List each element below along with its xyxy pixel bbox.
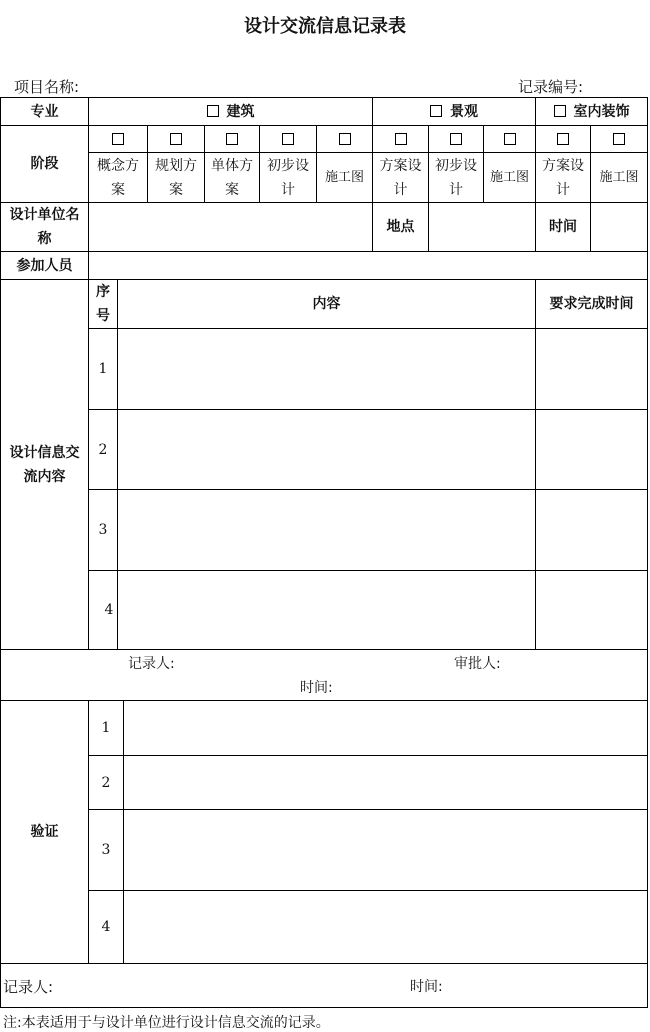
project-name-label: 项目名称:: [14, 78, 80, 96]
stage-checkbox-4[interactable]: [282, 133, 294, 145]
stage-option-label: 初步设计: [267, 157, 309, 198]
participants-label: 参加人员: [16, 257, 73, 274]
content-field[interactable]: [118, 329, 535, 409]
exchange-time-label: 时间:: [300, 680, 333, 696]
stage-checkbox-10[interactable]: [613, 133, 625, 145]
col-header-deadline: 要求完成时间: [549, 296, 634, 312]
exchange-recorder-label: 记录人:: [128, 656, 175, 672]
verify-field[interactable]: [124, 810, 647, 890]
verify-field[interactable]: [124, 891, 647, 963]
stage-checkbox-3[interactable]: [226, 133, 238, 145]
deadline-field[interactable]: [536, 571, 647, 649]
verify-row-number: 1: [101, 720, 111, 736]
stage-checkbox-7[interactable]: [450, 133, 462, 145]
content-field[interactable]: [118, 410, 535, 489]
verify-row-number: 3: [101, 842, 111, 858]
verify-recorder-label: 记录人:: [3, 978, 54, 996]
stage-option-label: 施工图: [324, 169, 364, 185]
stage-checkbox-2[interactable]: [170, 133, 182, 145]
location-label: 地点: [386, 219, 415, 235]
specialty-option-interior[interactable]: 室内装饰: [536, 98, 647, 125]
checkbox-icon[interactable]: [430, 105, 442, 117]
time-label: 时间: [549, 219, 577, 235]
stage-option-label: 概念方案: [97, 157, 139, 198]
stage-option-label: 规划方案: [155, 157, 197, 198]
exchange-section-label: 设计信息交流内容: [9, 444, 80, 485]
row-number: 4: [104, 602, 114, 618]
verify-field[interactable]: [124, 756, 647, 809]
stage-option-label: 单体方案: [211, 157, 253, 198]
stage-option-label: 方案设计: [542, 157, 584, 198]
row-number: 1: [98, 361, 108, 377]
time-field[interactable]: [591, 203, 647, 251]
verify-row-number: 2: [101, 774, 111, 791]
stage-option-label: 施工图: [599, 169, 639, 185]
stage-option-label: 方案设计: [379, 157, 422, 198]
verify-row-number: 4: [101, 919, 111, 935]
checkbox-icon[interactable]: [207, 105, 219, 117]
stage-option-label: 施工图: [489, 169, 529, 185]
verify-time-label: 时间:: [410, 979, 443, 995]
deadline-field[interactable]: [536, 410, 647, 489]
specialty-option-landscape[interactable]: 景观: [373, 98, 535, 125]
stage-option-label: 初步设计: [435, 157, 477, 198]
exchange-approver-label: 审批人:: [454, 656, 501, 672]
stage-checkbox-6[interactable]: [395, 133, 407, 145]
specialty-option-architecture[interactable]: 建筑: [89, 98, 372, 125]
content-field[interactable]: [118, 571, 535, 649]
design-unit-label: 设计单位名称: [9, 207, 80, 247]
footnote: 注:本表适用于与设计单位进行设计信息交流的记录。: [3, 1015, 330, 1031]
stage-checkbox-8[interactable]: [504, 133, 516, 145]
stage-label: 阶段: [30, 156, 59, 172]
deadline-field[interactable]: [536, 329, 647, 409]
verify-field[interactable]: [124, 701, 647, 755]
col-header-content: 内容: [312, 296, 341, 312]
row-number: 3: [98, 522, 108, 538]
design-unit-field[interactable]: [89, 203, 372, 251]
row-number: 2: [98, 441, 108, 458]
stage-checkbox-1[interactable]: [112, 133, 124, 145]
specialty-label: 专业: [30, 103, 59, 120]
verify-section-label: 验证: [30, 824, 59, 840]
stage-checkbox-9[interactable]: [557, 133, 569, 145]
content-field[interactable]: [118, 490, 535, 570]
record-number-label: 记录编号:: [518, 78, 584, 96]
stage-checkbox-5[interactable]: [339, 133, 351, 145]
location-field[interactable]: [429, 203, 535, 251]
checkbox-icon[interactable]: [554, 105, 566, 117]
page-title: 设计交流信息记录表: [244, 16, 406, 37]
participants-field[interactable]: [89, 252, 647, 279]
col-header-no: 序号: [96, 284, 110, 324]
deadline-field[interactable]: [536, 490, 647, 570]
